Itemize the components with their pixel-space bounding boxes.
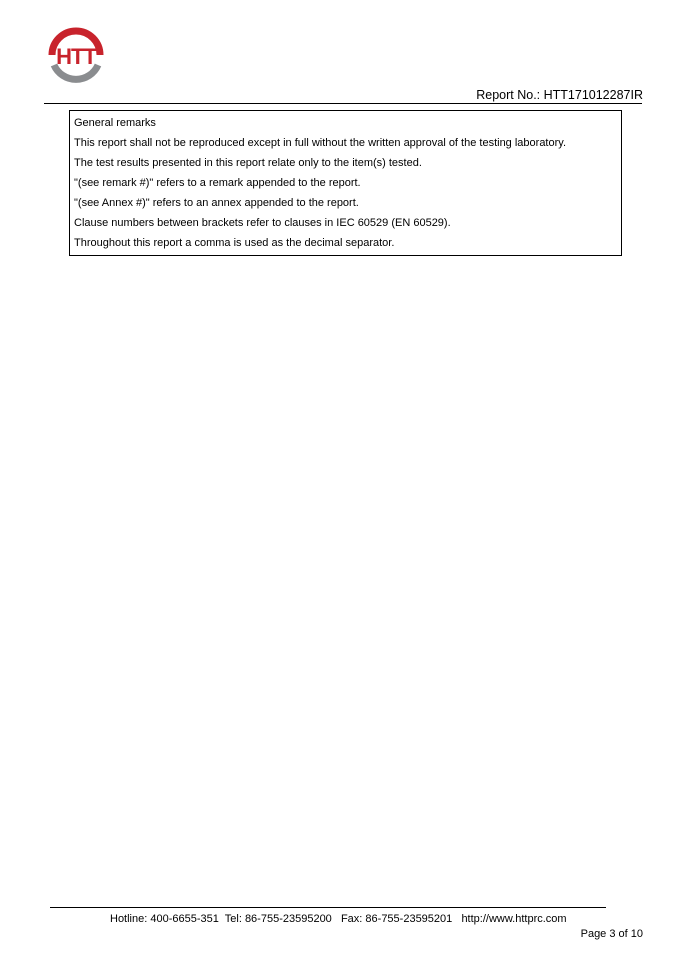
footer-divider [50,907,606,908]
report-number: Report No.: HTT171012287IR [476,88,643,102]
general-remarks-box [69,110,622,256]
remark-line: The test results presented in this report relate only to the item(s) tested. [74,157,422,169]
remark-line: "(see Annex #)" refers to an annex appended to the report. [74,197,359,209]
remarks-title: General remarks [74,117,156,129]
page-number: Page 3 of 10 [580,928,643,940]
logo-text: HTT [56,44,96,69]
remark-line: Clause numbers between brackets refer to clauses in IEC 60529 (EN 60529). [74,217,451,229]
remark-line: This report shall not be reproduced except in full without the written approval of the testing laboratory. [74,137,567,149]
footer-contact: Hotline: 400-6655-351 Tel: 86-755-23595200 Fax: 86-755-23595201 http://www.httprc.com [110,913,567,925]
header-divider [44,103,642,104]
htt-logo [44,25,108,89]
remark-line: Throughout this report a comma is used as the decimal separator. [74,237,395,249]
remark-line: "(see remark #)" refers to a remark appended to the report. [74,177,361,189]
